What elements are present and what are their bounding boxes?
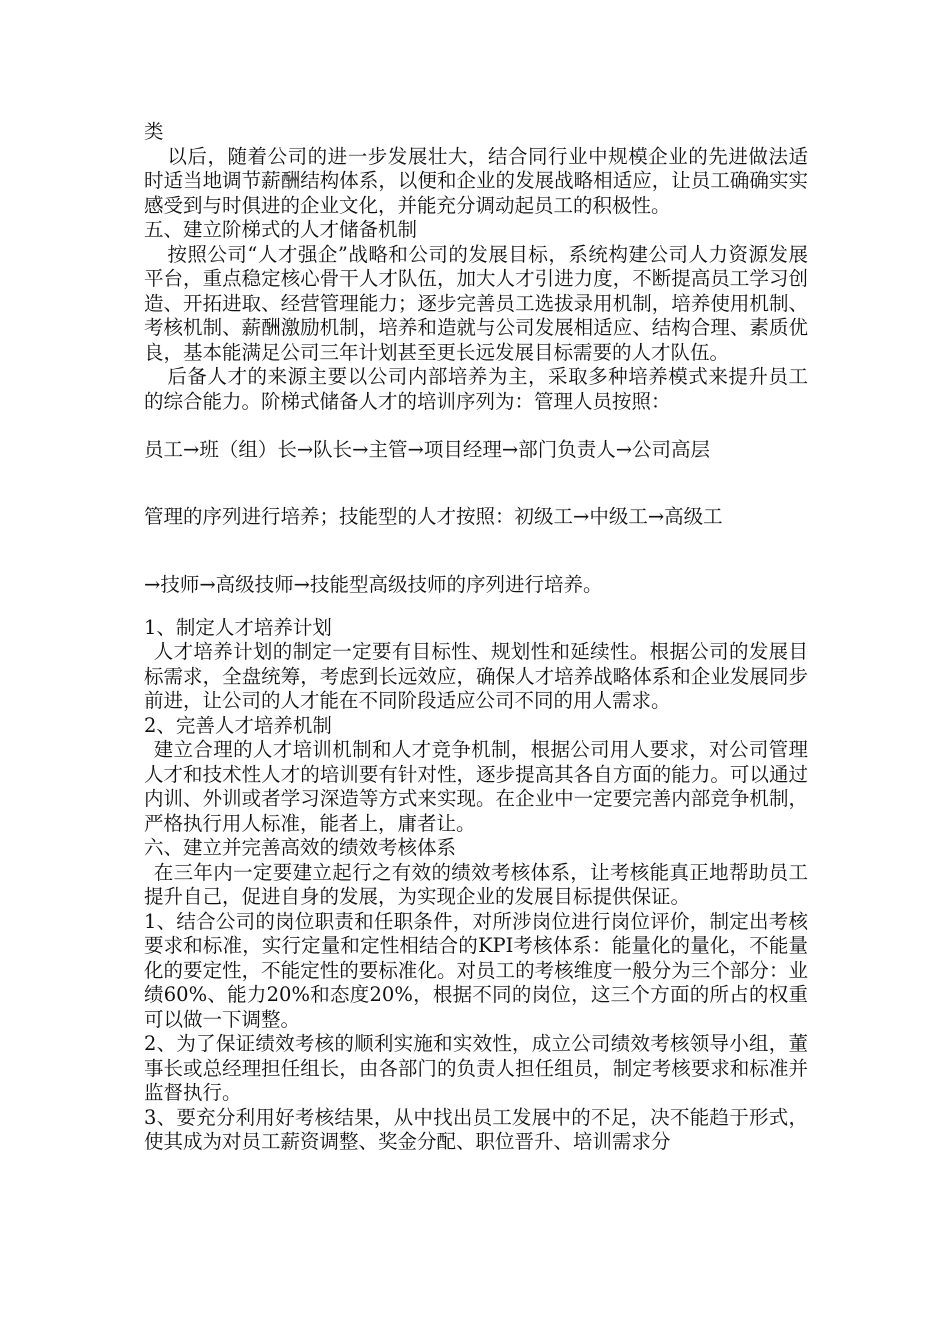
paragraph-talent-strategy: 按照公司“人才强企”战略和公司的发展目标，系统构建公司人力资源发展平台，重点稳定核心骨干人才队伍，加大人才引进力度，不断提高员工学习创造、开拓进取、经营管理能力；逐步完善员工选拔录用机制，培养使用机制、考核机制、薪酬激励机制，培养和造就与公司发展相适应、结构合理、素质优良，基本能满足公司三年计划甚至更长远发展目标需要的人才队伍。	[144, 242, 808, 364]
paragraph-performance-system: 在三年内一定要建立起行之有效的绩效考核体系，让考核能真正地帮助员工提升自己，促进自身的发展，为实现企业的发展目标提供保证。	[144, 860, 808, 908]
paragraph-continuation: 类	[144, 120, 164, 143]
paragraph-leadership-group: 2、为了保证绩效考核的顺利实施和实效性，成立公司绩效考核领导小组，董事长或总经理担任组长，由各部门的负责人担任组员，制定考核要求和标准并监督执行。	[144, 1032, 808, 1104]
sequence-line-skill: 管理的序列进行培养；技能型的人才按照：初级工→中级工→高级工	[144, 504, 723, 528]
sequence-line-management: 员工→班（组）长→队长→主管→项目经理→部门负责人→公司高层	[144, 438, 711, 461]
paragraph-salary-adjustment: 以后，随着公司的进一步发展壮大，结合同行业中规模企业的先进做法适时适当地调节薪酬结构体系，以便和企业的发展战略相适应，让员工确确实实感受到与时俱进的企业文化，并能充分调动起员工的积极性。	[144, 144, 808, 217]
sequence-line-technician: →技师→高级技师→技能型高级技师的序列进行培养。	[144, 573, 603, 596]
subheading-training-plan: 1、制定人才培养计划	[144, 615, 332, 639]
document-page	[144, 120, 808, 1155]
paragraph-reserve-talent: 后备人才的来源主要以公司内部培养为主，采取多种培养模式来提升员工的综合能力。阶梯式储备人才的培训序列为：管理人员按照：	[144, 365, 808, 413]
paragraph-kpi: 1、结合公司的岗位职责和任职条件，对所涉岗位进行岗位评价，制定出考核要求和标准，实行定量和定性相结合的KPI考核体系：能量化的量化，不能量化的要定性，不能定性的要标准化。对员工的考核维度一般分为三个部分：业绩60%、能力20%和态度20%，根据不同的岗位，这三个方面的所占的权重可以做一下调整。	[144, 909, 808, 1031]
paragraph-results-usage: 3、要充分利用好考核结果，从中找出员工发展中的不足，决不能趋于形式，使其成为对员工薪资调整、奖金分配、职位晋升、培训需求分	[144, 1105, 808, 1153]
section-heading-6: 六、建立并完善高效的绩效考核体系	[144, 836, 457, 859]
paragraph-training-plan: 人才培养计划的制定一定要有目标性、规划性和延续性。根据公司的发展目标需求，全盘统筹，考虑到长远效应，确保人才培养战略体系和企业发展同步前进，让公司的人才能在不同阶段适应公司不同的用人需求。	[144, 640, 808, 712]
section-heading-5: 五、建立阶梯式的人才储备机制	[144, 218, 418, 241]
subheading-training-mechanism: 2、完善人才培养机制	[144, 713, 332, 737]
paragraph-training-mechanism: 建立合理的人才培训机制和人才竞争机制，根据公司用人要求，对公司管理人才和技术性人才的培训要有针对性，逐步提高其各自方面的能力。可以通过内训、外训或者学习深造等方式来实现。在企业中一定要完善内部竞争机制，严格执行用人标准，能者上，庸者让。	[144, 738, 808, 835]
